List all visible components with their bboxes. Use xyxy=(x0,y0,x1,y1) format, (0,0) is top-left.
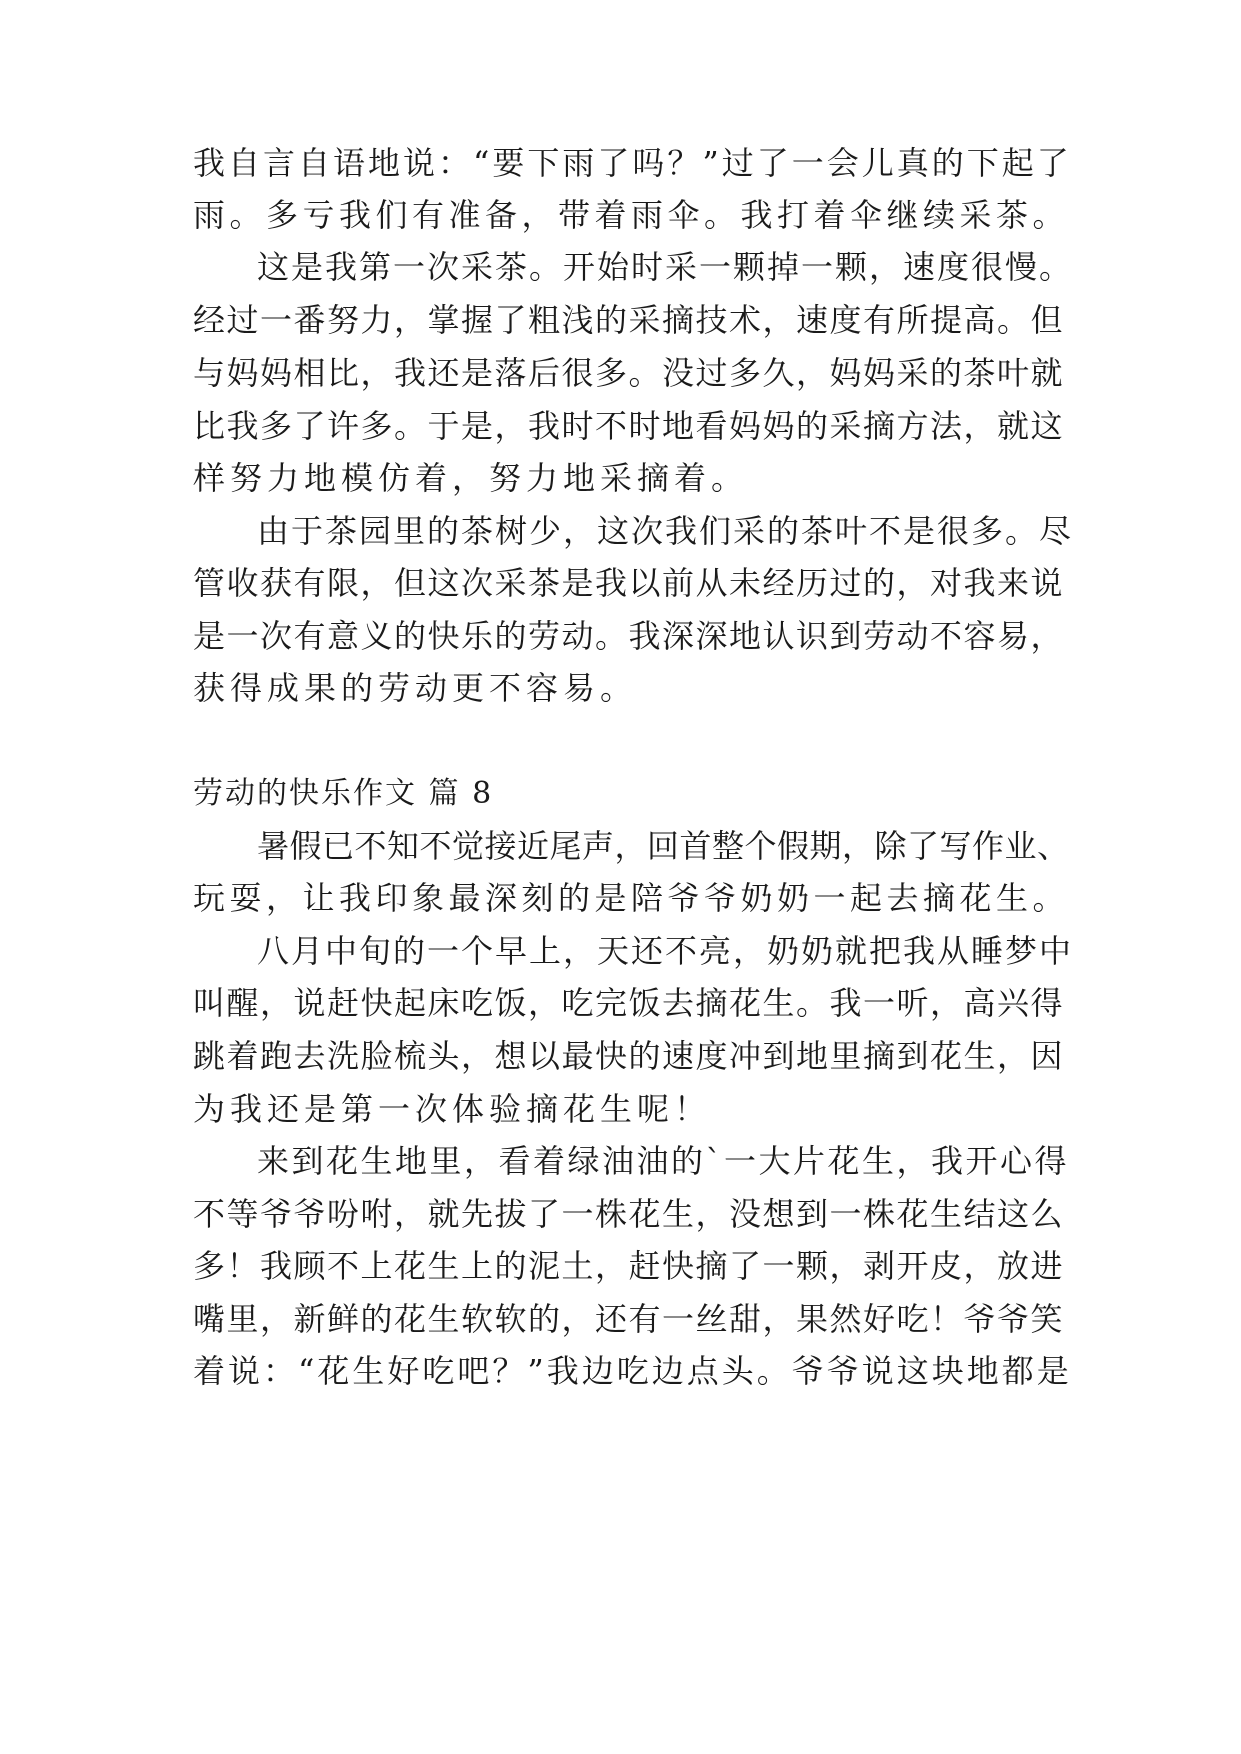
text-line: 管收获有限，但这次采茶是我以前从未经历过的，对我来说 xyxy=(193,564,1065,602)
text-line: 获得成果的劳动更不容易。 xyxy=(193,669,638,707)
text-line: 嘴里，新鲜的花生软软的，还有一丝甜，果然好吃！爷爷笑 xyxy=(193,1300,1065,1338)
text-line: 玩耍，让我印象最深刻的是陪爷爷奶奶一起去摘花生。 xyxy=(193,879,1070,917)
section-title: 劳动的快乐作文 篇 8 xyxy=(193,776,494,811)
text-line: 我自言自语地说：“要下雨了吗？”过了一会儿真的下起了 xyxy=(193,144,1072,182)
text-line: 来到花生地里，看着绿油油的`一大片花生，我开心得 xyxy=(257,1142,1070,1180)
document-page xyxy=(193,0,1073,1754)
text-line: 与妈妈相比，我还是落后很多。没过多久，妈妈采的茶叶就 xyxy=(193,354,1065,392)
text-line: 这是我第一次采茶。开始时采一颗掉一颗，速度很慢。 xyxy=(257,248,1074,286)
text-line: 暑假已不知不觉接近尾声，回首整个假期，除了写作业、 xyxy=(257,827,1070,865)
text-line: 多！我顾不上花生上的泥土，赶快摘了一颗，剥开皮，放进 xyxy=(193,1247,1065,1285)
text-line: 经过一番努力，掌握了粗浅的采摘技术，速度有所提高。但 xyxy=(193,301,1065,339)
text-line: 由于茶园里的茶树少，这次我们采的茶叶不是很多。尽 xyxy=(257,512,1074,550)
text-line: 不等爷爷吩咐，就先拔了一株花生，没想到一株花生结这么 xyxy=(193,1195,1065,1233)
text-line: 为我还是第一次体验摘花生呢！ xyxy=(193,1090,712,1128)
text-line: 样努力地模仿着，努力地采摘着。 xyxy=(193,459,749,497)
text-line: 是一次有意义的快乐的劳动。我深深地认识到劳动不容易， xyxy=(193,617,1065,655)
text-line: 八月中旬的一个早上，天还不亮，奶奶就把我从睡梦中 xyxy=(257,932,1074,970)
text-line: 跳着跑去洗脸梳头，想以最快的速度冲到地里摘到花生，因 xyxy=(193,1037,1065,1075)
text-line: 雨。多亏我们有准备，带着雨伞。我打着伞继续采茶。 xyxy=(193,196,1070,234)
text-line: 叫醒，说赶快起床吃饭，吃完饭去摘花生。我一听，高兴得 xyxy=(193,984,1065,1022)
text-line: 比我多了许多。于是，我时不时地看妈妈的采摘方法，就这 xyxy=(193,407,1065,445)
text-line: 着说：“花生好吃吧？”我边吃边点头。爷爷说这块地都是 xyxy=(193,1352,1072,1390)
